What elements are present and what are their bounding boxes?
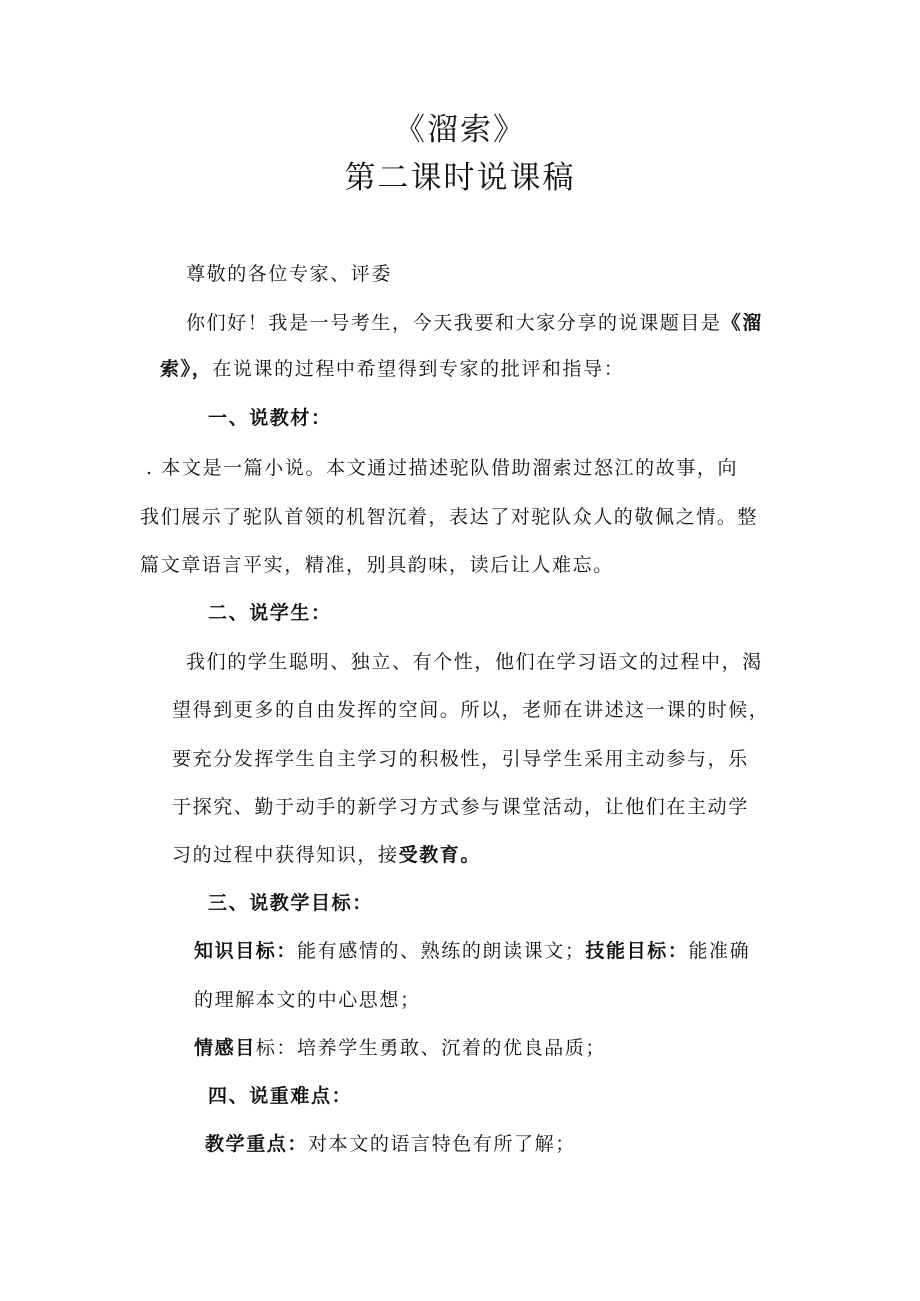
knowledge-goal-label: 知识目标： <box>194 940 298 962</box>
paragraph-bold-text: 受教育。 <box>398 844 482 866</box>
section-heading-key-points: 四、说重难点： <box>208 1085 353 1107</box>
goals-line-2: 的理解本文的中心思想； <box>194 989 421 1011</box>
goals-line-1 <box>194 939 750 963</box>
paragraph-text: 习的过程中获得知识，接 <box>172 844 399 866</box>
greeting-title-bold: 《溜 <box>721 312 763 334</box>
paragraph-line: 篇文章语言平实，精准，别具韵味，读后让人难忘。 <box>140 554 614 576</box>
paragraph-line <box>172 843 481 867</box>
knowledge-goal-text: 能有感情的、熟练的朗读课文； <box>297 940 586 962</box>
greeting-text-cont: 在说课的过程中希望得到专家的批评和指导： <box>212 358 625 380</box>
skill-goal-label: 技能目标： <box>585 940 689 962</box>
emotion-goal-text: 标：培养学生勇敢、沉着的优良品质； <box>255 1037 607 1059</box>
greeting-title-bold-cont: 索》， <box>160 358 213 380</box>
skill-goal-text: 能准确 <box>688 940 751 962</box>
section-heading-textbook: 一、说教材： <box>208 407 332 429</box>
paragraph-line: 于探究、勤于动手的新学习方式参与课堂活动，让他们在主动学 <box>172 796 749 818</box>
greeting-line-2 <box>160 357 624 381</box>
paragraph-line: 望得到更多的自由发挥的空间。所以，老师在讲述这一课的时候， <box>172 699 770 721</box>
key-point-text: 对本文的语言特色有所了解； <box>308 1133 576 1155</box>
emotion-goal-label: 情感目 <box>194 1037 256 1059</box>
section-heading-students: 二、说学生： <box>208 602 332 624</box>
key-point-line <box>205 1132 576 1156</box>
salutation: 尊敬的各位专家、评委 <box>186 263 393 285</box>
section-heading-goals: 三、说教学目标： <box>208 892 373 914</box>
document-subtitle: 第二课时说课稿 <box>344 160 576 196</box>
key-point-label: 教学重点： <box>205 1133 309 1155</box>
goals-line-3 <box>194 1036 606 1060</box>
greeting-line-1 <box>186 311 763 335</box>
greeting-text: 你们好！我是一号考生，今天我要和大家分享的说课题目是 <box>186 312 722 334</box>
paragraph-line: 要充分发挥学生自主学习的积极性，引导学生采用主动参与，乐 <box>172 748 749 770</box>
paragraph-line: 我们的学生聪明、独立、有个性，他们在学习语文的过程中，渴 <box>186 651 763 673</box>
paragraph-line: 我们展示了驼队首领的机智沉着，表达了对驼队众人的敬佩之情。整 <box>140 506 759 528</box>
paragraph-line: . 本文是一篇小说。本文通过描述驼队借助溜索过怒江的故事，向 <box>146 457 739 479</box>
document-title: 《溜索》 <box>394 112 526 148</box>
